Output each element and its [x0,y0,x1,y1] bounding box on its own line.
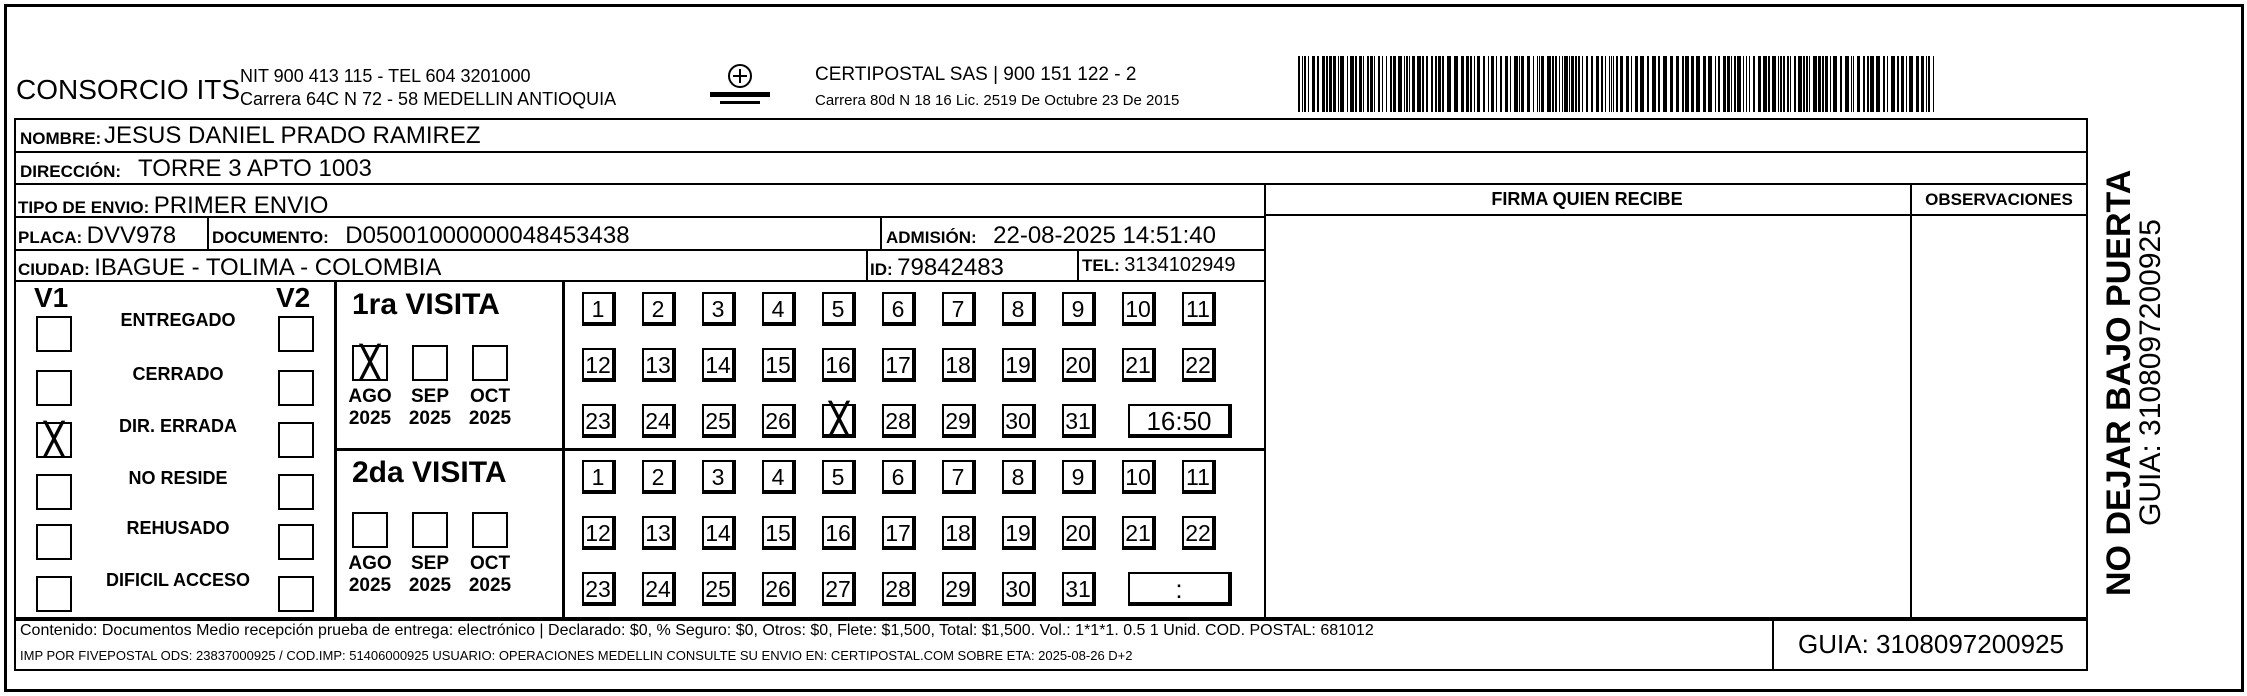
second-visit-month-label: OCT [469,553,511,574]
v2-checkbox[interactable] [278,576,314,612]
tel-value: 3134102949 [1124,254,1236,276]
second-visit-day-box[interactable]: 9 [1062,460,1096,494]
row-direccion [14,151,2088,183]
ciudad [18,254,441,282]
firma-label: FIRMA QUIEN RECIBE [1264,183,1912,216]
first-visit-day-box[interactable]: 16 [822,348,856,382]
first-visit-day-box[interactable]: 28 [882,404,916,438]
second-visit-day-box[interactable]: 10 [1122,460,1156,494]
first-visit-day-box[interactable]: 31 [1062,404,1096,438]
carrier-name: CERTIPOSTAL SAS | 900 151 122 - 2 [815,64,1137,85]
second-visit-day-box[interactable]: 31 [1062,572,1096,606]
divider [334,448,1266,451]
second-visit-month-label: SEP [410,553,450,574]
v1-checkbox[interactable] [36,524,72,560]
second-visit-day-box[interactable]: 17 [882,516,916,550]
first-visit-day-box[interactable]: 5 [822,292,856,326]
ciudad-value: IBAGUE - TOLIMA - COLOMBIA [94,254,442,281]
first-visit-day-box[interactable]: 20 [1062,348,1096,382]
second-visit-day-box[interactable]: 25 [702,572,736,606]
first-visit-day-box[interactable]: 21 [1122,348,1156,382]
divider [14,280,1266,282]
first-visit-time-box[interactable]: 16:50 [1128,404,1232,438]
first-visit-day-box[interactable]: 23 [582,404,616,438]
direccion-value: TORRE 3 APTO 1003 [138,155,372,182]
id-field [870,254,1004,282]
second-visit-day-box[interactable]: 29 [942,572,976,606]
second-visit-year-label: 2025 [468,575,512,596]
second-visit-day-box[interactable]: 30 [1002,572,1036,606]
second-visit-day-box[interactable]: 28 [882,572,916,606]
placa-label: PLACA: [18,228,83,247]
documento-value: D05001000000048453438 [345,222,630,249]
documento [212,222,630,250]
first-visit-day-box[interactable]: 14 [702,348,736,382]
first-visit-day-box[interactable]: 12 [582,348,616,382]
tel-field [1082,254,1235,277]
second-visit-month-checkbox[interactable] [412,512,448,548]
row-nombre [14,118,2088,151]
admision-label: ADMISIÓN: [886,228,977,247]
company-nit: NIT 900 413 115 - TEL 604 3201000 [240,66,531,86]
first-visit-year-label: 2025 [468,408,512,429]
second-visit-day-box[interactable]: 3 [702,460,736,494]
reason-label: REHUSADO [126,518,230,538]
divider [880,216,882,249]
first-visit-day-box[interactable]: 9 [1062,292,1096,326]
first-visit-day-box[interactable]: 13 [642,348,676,382]
tel-label: TEL: [1082,256,1120,275]
second-visit-month-checkbox[interactable] [472,512,508,548]
second-visit-day-box[interactable]: 15 [762,516,796,550]
reason-label: ENTREGADO [120,310,236,330]
observaciones-label: OBSERVACIONES [1910,183,2088,216]
v2-checkbox[interactable] [278,370,314,406]
barcode [1298,56,1938,112]
reason-label: DIR. ERRADA [118,416,237,436]
second-visit-day-box[interactable]: 2 [642,460,676,494]
second-visit-day-box[interactable]: 16 [822,516,856,550]
second-visit-day-box[interactable]: 19 [1002,516,1036,550]
admision-value: 22-08-2025 14:51:40 [993,222,1216,249]
second-visit-month-label: AGO [348,553,392,574]
v1-label: V1 [34,282,69,313]
id-label: ID: [870,260,893,279]
first-visit-month-label: SEP [410,386,450,407]
second-visit-time-box[interactable]: : [1128,572,1232,606]
documento-label: DOCUMENTO: [212,228,329,247]
reason-label: NO RESIDE [128,468,228,488]
second-visit-day-box[interactable]: 24 [642,572,676,606]
v2-checkbox[interactable] [278,474,314,510]
reason-label: DIFICIL ACCESO [105,570,250,590]
first-visit-day-box[interactable]: 24 [642,404,676,438]
first-visit-month-checkbox[interactable] [472,345,508,381]
divider [207,216,209,249]
first-visit-day-box[interactable]: 1 [582,292,616,326]
direccion-label: DIRECCIÓN: [20,162,122,181]
first-visit-day-box[interactable]: 7 [942,292,976,326]
second-visit-day-box[interactable]: 20 [1062,516,1096,550]
tipo-label: TIPO DE ENVIO: [18,198,150,217]
first-visit-day-box[interactable]: 19 [1002,348,1036,382]
v1-checkbox[interactable] [36,370,72,406]
second-visit-day-box[interactable]: 22 [1182,516,1216,550]
first-visit-day-box[interactable]: 2 [642,292,676,326]
footer-line2: IMP POR FIVEPOSTAL ODS: 23837000925 / COD.IMP: 51406000925 USUARIO: OPERACIONES MEDELLIN CONSULTE SU ENVIO EN: CERTIPOSTAL.COM SOBRE ETA: 2025-08-26 D+2 [20,648,1133,663]
v2-checkbox[interactable] [278,524,314,560]
first-visit-day-box[interactable]: 15 [762,348,796,382]
second-visit-day-box[interactable]: 18 [942,516,976,550]
second-visit-day-box[interactable]: 4 [762,460,796,494]
first-visit-day-box[interactable]: 22 [1182,348,1216,382]
tipo-value: PRIMER ENVIO [153,192,329,219]
check-x-icon: ╳ [44,423,64,456]
admision [886,222,1216,250]
first-visit-day-box[interactable]: 18 [942,348,976,382]
second-visit-day-box[interactable]: 21 [1122,516,1156,550]
first-visit-day-box[interactable]: 25 [702,404,736,438]
reason-label: CERRADO [132,364,224,384]
divider [866,249,868,280]
observaciones-column [1910,183,2088,619]
second-visit-day-box[interactable]: 23 [582,572,616,606]
divider [14,216,1266,218]
second-visit-month-checkbox[interactable] [352,512,388,548]
placa-value: DVV978 [86,222,177,249]
second-visit-day-box[interactable]: 8 [1002,460,1036,494]
first-visit-day-box[interactable]: 10 [1122,292,1156,326]
side-warning: NO DEJAR BAJO PUERTA [2100,169,2138,596]
first-visit-month-label: AGO [348,386,392,407]
first-visit-title: 1ra VISITA [352,288,500,321]
check-x-icon: ╳ [829,403,849,436]
placa [18,222,176,250]
divider [562,280,565,619]
v1-checkbox[interactable] [36,576,72,612]
footer-line1: Contenido: Documentos Medio recepción prueba de entrega: electrónico | Declarado: $0, % Seguro: $0, Otros: $0, Flete: $1,500, Total: $1,500. Vol.: 1*1*1. 0.5 1 Unid. COD. POSTAL: 681012 [20,622,1374,639]
first-visit-year-label: 2025 [348,408,392,429]
footer-guia: GUIA: 3108097200925 [1772,619,2088,671]
id-value: 79842483 [897,254,1004,281]
nombre-label: NOMBRE: [20,129,102,148]
first-visit-day-box[interactable]: 17 [882,348,916,382]
first-visit-month-checkbox[interactable] [412,345,448,381]
second-visit-day-box[interactable]: 11 [1182,460,1216,494]
second-visit-day-box[interactable]: 1 [582,460,616,494]
first-visit-day-box[interactable]: 3 [702,292,736,326]
divider [1077,249,1079,280]
second-visit-title: 2da VISITA [352,456,507,489]
check-x-icon: ╳ [360,346,380,379]
first-visit-day-box[interactable]: 11 [1182,292,1216,326]
second-visit-day-box[interactable]: 7 [942,460,976,494]
first-visit-day-box[interactable]: 4 [762,292,796,326]
first-visit-day-box[interactable]: 8 [1002,292,1036,326]
certipostal-logo [700,62,780,110]
nombre-value: JESUS DANIEL PRADO RAMIREZ [104,122,481,149]
v2-checkbox[interactable] [278,422,314,458]
second-visit-year-label: 2025 [408,575,452,596]
company-address: Carrera 64C N 72 - 58 MEDELLIN ANTIOQUIA [240,89,617,109]
second-visit-day-box[interactable]: 26 [762,572,796,606]
second-visit-day-box[interactable]: 6 [882,460,916,494]
first-visit-month-label: OCT [469,386,511,407]
second-visit-day-box[interactable]: 5 [822,460,856,494]
first-visit-day-box[interactable]: 6 [882,292,916,326]
v1-checkbox[interactable] [36,474,72,510]
second-visit-year-label: 2025 [348,575,392,596]
v2-checkbox[interactable] [278,316,314,352]
second-visit-day-box[interactable]: 14 [702,516,736,550]
first-visit-day-box[interactable]: 30 [1002,404,1036,438]
side-guia: GUIA: 3108097200925 [2134,219,2167,526]
v1-checkbox[interactable] [36,316,72,352]
first-visit-year-label: 2025 [408,408,452,429]
v2-label: V2 [276,282,311,313]
first-visit-day-box[interactable]: 29 [942,404,976,438]
carrier-address: Carrera 80d N 18 16 Lic. 2519 De Octubre 23 De 2015 [815,92,1180,109]
company-name: CONSORCIO ITS [16,74,241,105]
second-visit-day-box[interactable]: 13 [642,516,676,550]
ciudad-label: CIUDAD: [18,260,90,279]
first-visit-day-box[interactable]: 26 [762,404,796,438]
second-visit-day-box[interactable]: 27 [822,572,856,606]
second-visit-day-box[interactable]: 12 [582,516,616,550]
